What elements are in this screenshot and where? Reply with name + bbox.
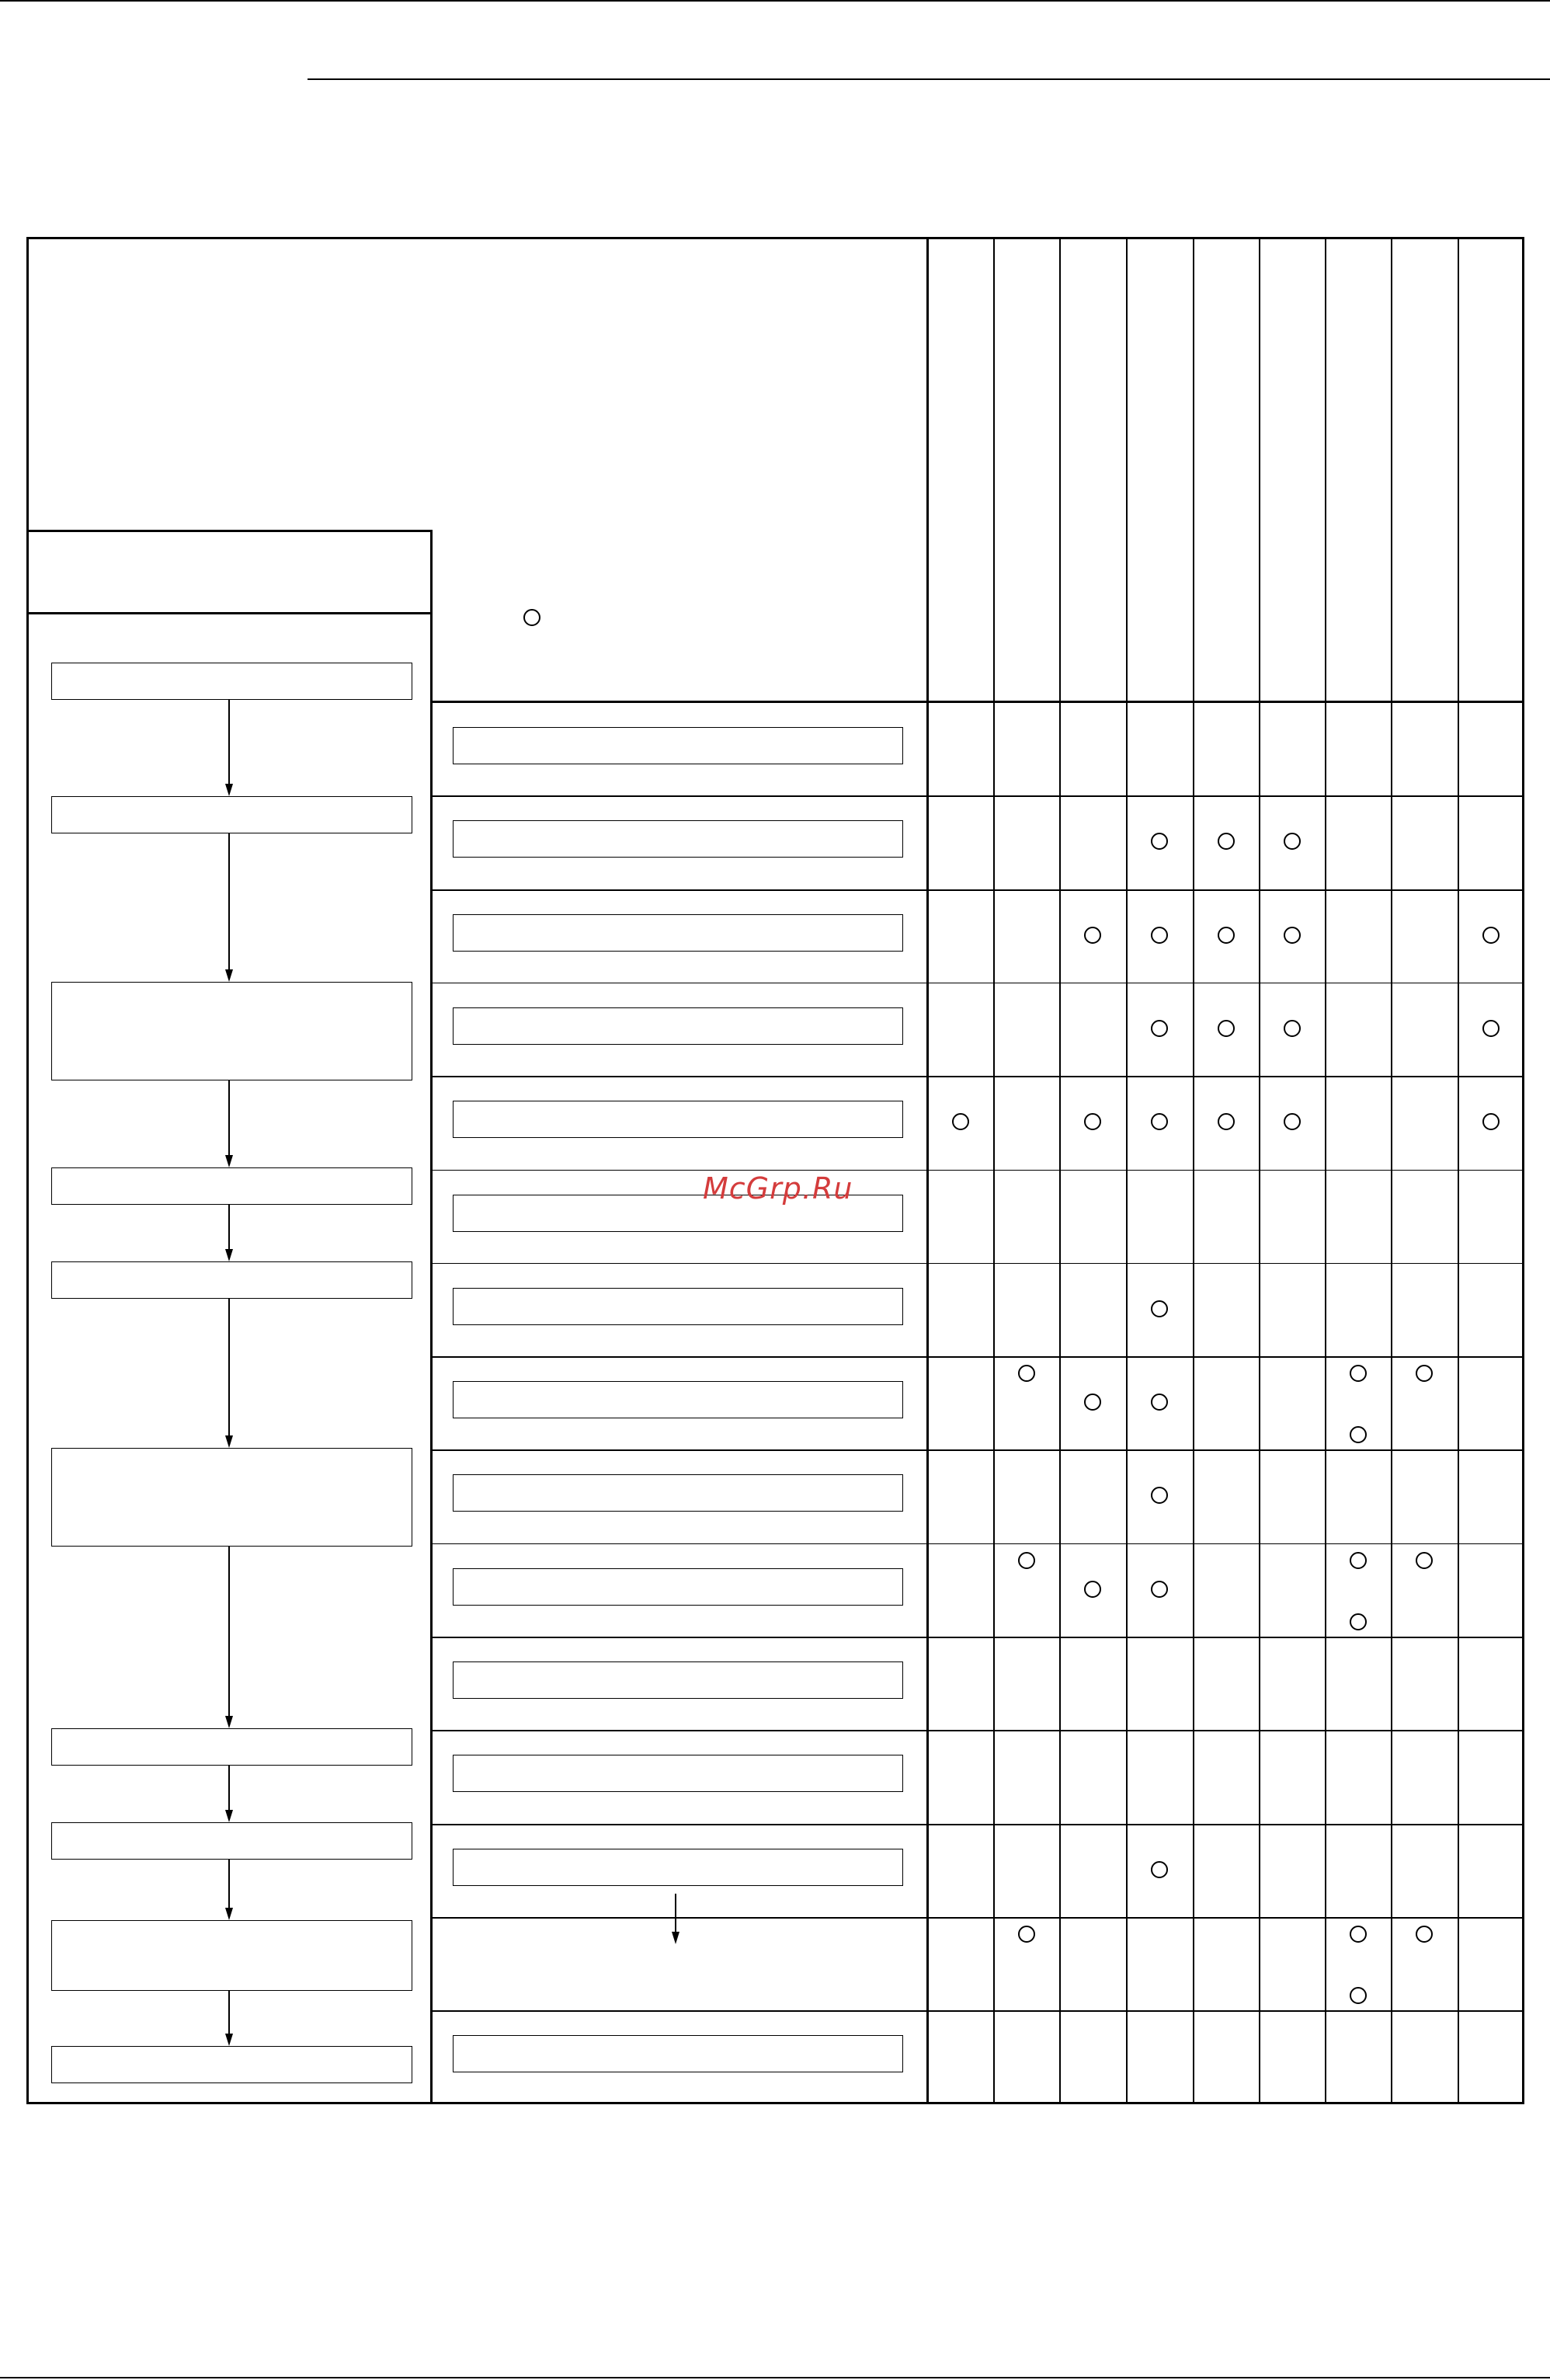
flow-arrow-8-head	[225, 1908, 233, 1920]
flow-arrow-1-head	[225, 784, 233, 796]
flow-arrow-5-head	[225, 1435, 233, 1448]
watermark-text: McGrp.Ru	[703, 1171, 853, 1206]
flow-arrow-2-head	[225, 969, 233, 982]
flow-arrow-9-head	[225, 2034, 233, 2046]
flow-arrow-4-head	[225, 1249, 233, 1261]
row-14-arrow-head	[672, 1932, 679, 1944]
flow-arrow-7-head	[225, 1810, 233, 1822]
flow-arrow-3-head	[225, 1155, 233, 1167]
flow-arrow-6-head	[225, 1716, 233, 1728]
